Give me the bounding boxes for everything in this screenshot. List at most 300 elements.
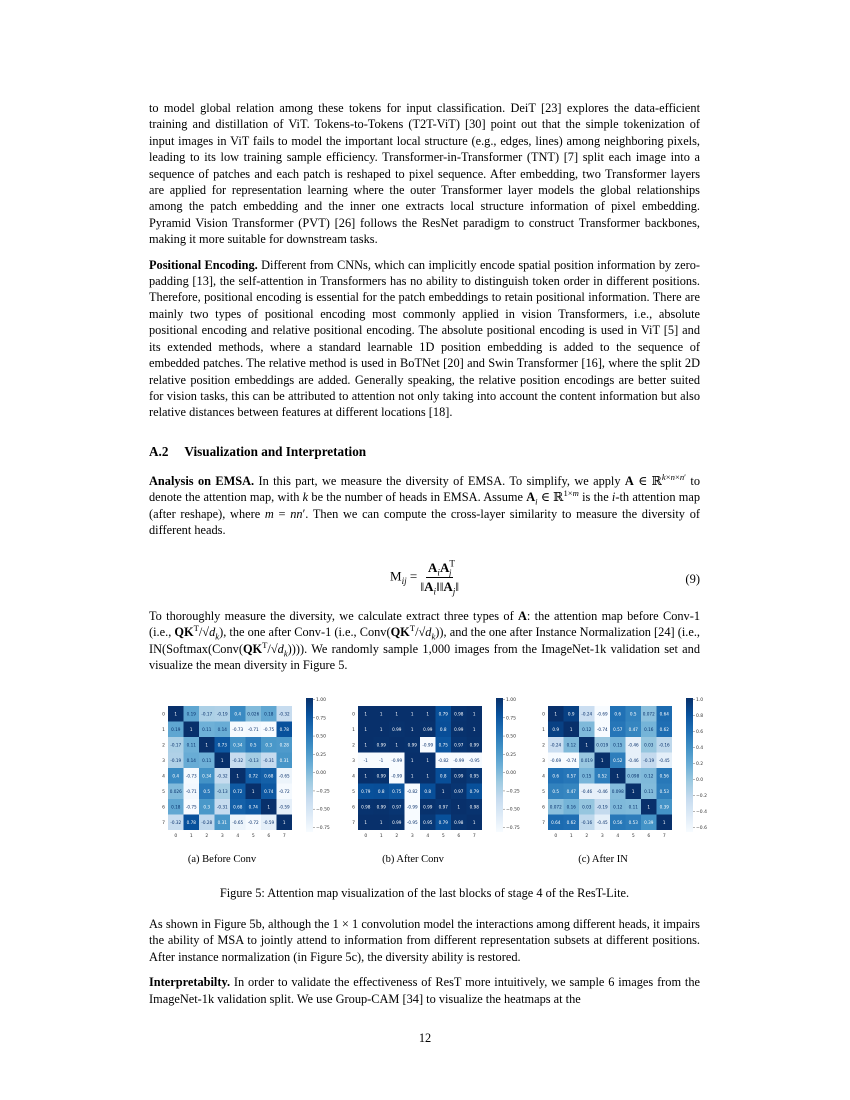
colorbar-label: 0.75 xyxy=(506,716,517,722)
cell-value-label: -1 xyxy=(363,757,368,763)
cell-value-label: 0.16 xyxy=(566,804,576,810)
equation-subscript: ij xyxy=(401,576,407,587)
cell-value-label: -0.99 xyxy=(453,757,465,763)
cell-value-label: 0.15 xyxy=(582,773,592,779)
cell-value-label: 0.99 xyxy=(469,742,479,748)
cell-value-label: 0.53 xyxy=(628,819,638,825)
cell-value-label: -0.46 xyxy=(627,742,639,748)
y-tick-label: 1 xyxy=(162,727,165,733)
text-span: to denote the attention map, with xyxy=(149,474,700,505)
cell-value-label: -0.75 xyxy=(185,804,197,810)
y-tick-label: 0 xyxy=(162,712,165,718)
cell-value-label: 0.74 xyxy=(248,804,258,810)
y-tick-label: 6 xyxy=(162,805,165,811)
cell-value-label: -0.32 xyxy=(216,773,228,779)
paragraph-text: As shown in Figure 5b, although the 1 × 1 convolution model the interactions among different heads, it impairs the ability of MSA to jointly attend to information from different representation subsets at different positions. After instance normalization (in Figure 5c), the diversity ability is restored. xyxy=(149,917,700,964)
cell-value-label: -0.28 xyxy=(201,819,213,825)
cell-value-label: 0.95 xyxy=(423,819,433,825)
colorbar-label: −0.75 xyxy=(506,826,520,831)
cell-value-label: -0.69 xyxy=(550,757,562,763)
cell-value-label: 0.6 xyxy=(552,773,560,779)
paragraph-text: In order to validate the effectiveness of ResT more intuitively, we sample 6 images from the ImageNet-1k validation split. We use Group-CAM [34] to visualize the heatmaps at the xyxy=(149,975,700,1006)
cell-value-label: 1 xyxy=(267,804,271,810)
cell-value-label: 1 xyxy=(189,726,193,732)
colorbar-label: 1.0 xyxy=(696,698,704,703)
cell-value-label: 0.4 xyxy=(234,711,242,717)
x-tick-label: 6 xyxy=(457,834,461,839)
cell-value-label: -0.82 xyxy=(437,757,449,763)
colorbar-label: −0.2 xyxy=(696,794,707,799)
cell-value-label: 0.8 xyxy=(377,788,385,794)
cell-value-label: 0.026 xyxy=(169,788,182,794)
cell-value-label: -0.74 xyxy=(565,757,577,763)
colorbar-label: 0.8 xyxy=(696,714,704,719)
colorbar-label: 0.50 xyxy=(316,734,327,740)
cell-value-label: -0.65 xyxy=(278,773,290,779)
section-title: Visualization and Interpretation xyxy=(184,444,367,459)
cell-value-label: 0.52 xyxy=(597,773,607,779)
x-tick-label: 1 xyxy=(189,834,193,839)
cell-value-label: 1 xyxy=(457,804,461,810)
cell-value-label: 1 xyxy=(251,788,255,794)
cell-value-label: -0.59 xyxy=(263,819,275,825)
cell-value-label: 0.019 xyxy=(596,742,609,748)
cell-value-label: 0.39 xyxy=(644,819,654,825)
x-tick-label: 3 xyxy=(220,834,224,839)
x-tick-label: 0 xyxy=(364,834,368,839)
section-number: A.2 xyxy=(149,444,169,459)
y-tick-label: 7 xyxy=(162,820,165,826)
cell-value-label: -1 xyxy=(379,757,384,763)
heatmap-panel-a xyxy=(140,692,330,852)
cell-value-label: 0.47 xyxy=(628,726,638,732)
cell-value-label: -0.46 xyxy=(581,788,593,794)
cell-value-label: 1 xyxy=(174,711,178,717)
colorbar-label: 0.00 xyxy=(316,771,327,777)
cell-value-label: 1 xyxy=(379,819,383,825)
colorbar-label: 0.00 xyxy=(506,771,517,777)
cell-value-label: 0.68 xyxy=(264,773,274,779)
heatmap-panel-c xyxy=(520,692,710,852)
cell-value-label: 0.78 xyxy=(186,819,196,825)
cell-value-label: -0.45 xyxy=(596,819,608,825)
cell-value-label: -0.71 xyxy=(185,788,197,794)
cell-value-label: 0.3 xyxy=(265,742,273,748)
cell-value-label: 0.12 xyxy=(566,742,576,748)
colorbar-label: −0.50 xyxy=(506,807,520,813)
x-tick-label: 5 xyxy=(441,834,445,839)
cell-value-label: 0.072 xyxy=(549,804,562,810)
figure-5 xyxy=(140,692,707,865)
cell-value-label: 0.99 xyxy=(376,773,386,779)
cell-value-label: 0.99 xyxy=(392,819,402,825)
cell-value-label: 0.11 xyxy=(202,726,212,732)
text-span: . Then we can compute the cross-layer similarity to measure the diversity of different heads. xyxy=(149,506,700,538)
cell-value-label: 1 xyxy=(426,773,430,779)
cell-value-label: -0.74 xyxy=(596,726,608,732)
cell-value-label: 0.8 xyxy=(439,726,447,732)
figure-caption: Figure 5: Attention map visualization of the last blocks of stage 4 of the ResT-Lite. xyxy=(219,886,630,900)
cell-value-label: 1 xyxy=(554,711,558,717)
cell-value-label: 0.5 xyxy=(629,711,637,717)
cell-value-label: 0.68 xyxy=(233,804,243,810)
cell-value-label: 0.11 xyxy=(202,757,212,763)
y-tick-label: 7 xyxy=(352,820,355,826)
text-span: ), and the one after Instance Normalization [24] (i.e., xyxy=(439,625,701,640)
cell-value-label: 1 xyxy=(364,773,368,779)
cell-value-label: 1 xyxy=(441,788,445,794)
colorbar-label: −0.4 xyxy=(696,810,707,815)
cell-value-label: 0.8 xyxy=(424,788,432,794)
x-tick-label: 7 xyxy=(282,834,286,839)
cell-value-label: -0.32 xyxy=(170,819,182,825)
heatmap-b xyxy=(330,692,520,852)
cell-value-label: 0.14 xyxy=(217,726,227,732)
subcaption-b: (b) After Conv xyxy=(382,854,444,865)
colorbar-label: 0.0 xyxy=(696,778,704,783)
cell-value-label: 1 xyxy=(472,726,476,732)
paragraph-text: Different from CNNs, which can implicitly encode spatial position information by zero-padding [13], the self-attention in Transformers has no ability to distinguish token order in different positions. Therefore, positional encoding is essential for the patch embeddings to retain positional information. There are mainly two types of positional encoding most commonly applied in vision Transformers, i.e., absolute positional encoding and relative positional encoding. The absolute positional encoding is used in ViT [5] and its extended methods, where a standard learnable 1D position embedding is added to the sequence of embedded patches. The relative method is used in BoTNet [20] and Swin Transformer [16], where the split 2D relative position embeddings are added. Generally speaking, the relative position encodings are better suited for vision tasks, this can be attributed to attention not only taking into account the content information but also relative distances between features at different locations [18]. xyxy=(149,257,700,420)
cell-value-label: 0.098 xyxy=(627,773,640,779)
cell-value-label: -0.45 xyxy=(658,757,670,763)
cell-value-label: 0.03 xyxy=(582,804,592,810)
cell-value-label: 1 xyxy=(236,773,240,779)
cell-value-label: -0.19 xyxy=(596,804,608,810)
paragraph-lead: Analysis on EMSA. xyxy=(149,474,255,488)
cell-value-label: 1 xyxy=(569,726,573,732)
colorbar-label: 1.00 xyxy=(316,698,327,703)
text-measure xyxy=(149,608,700,683)
cell-value-label: -0.16 xyxy=(658,742,670,748)
cell-value-label: 0.18 xyxy=(264,711,274,717)
cell-value-label: 0.98 xyxy=(469,804,479,810)
x-tick-label: 2 xyxy=(395,834,399,839)
cell-value-label: -0.95 xyxy=(406,819,418,825)
cell-value-label: 0.31 xyxy=(279,757,289,763)
x-tick-label: 3 xyxy=(600,834,604,839)
cell-value-label: 1 xyxy=(585,742,589,748)
text-top xyxy=(149,100,700,430)
cell-value-label: 0.3 xyxy=(203,804,211,810)
x-tick-label: 4 xyxy=(426,834,430,839)
cell-value-label: 0.99 xyxy=(376,742,386,748)
cell-value-label: 1 xyxy=(282,819,286,825)
cell-value-label: 0.74 xyxy=(264,788,274,794)
cell-value-label: -0.73 xyxy=(185,773,197,779)
cell-value-label: 1 xyxy=(379,726,383,732)
text-span: -th attention map (after reshape), where xyxy=(149,490,700,521)
heatmap-c xyxy=(520,692,710,852)
cell-value-label: 0.18 xyxy=(171,804,181,810)
cell-value-label: 0.56 xyxy=(659,773,669,779)
y-tick-label: 5 xyxy=(542,789,545,795)
cell-value-label: -0.32 xyxy=(232,757,244,763)
cell-value-label: 0.16 xyxy=(644,726,654,732)
text-span: To thoroughly measure the diversity, we calculate extract three types of xyxy=(149,609,518,623)
paragraph-lead: Interpretabilty. xyxy=(149,975,231,990)
cell-value-label: 0.11 xyxy=(644,788,654,794)
y-tick-label: 7 xyxy=(542,820,545,826)
text-span: : the attention map before Conv-1 (i.e., xyxy=(149,609,700,640)
cell-value-label: -0.19 xyxy=(643,757,655,763)
cell-value-label: 1 xyxy=(364,819,368,825)
subcaption-c: (c) After IN xyxy=(578,854,628,865)
colorbar-label: −0.25 xyxy=(316,789,330,795)
cell-value-label: 0.72 xyxy=(233,788,243,794)
colorbar-label: −0.6 xyxy=(696,826,707,831)
colorbar xyxy=(496,698,503,832)
cell-value-label: 1 xyxy=(220,757,224,763)
cell-value-label: 0.62 xyxy=(659,726,669,732)
cell-value-label: -0.24 xyxy=(550,742,562,748)
cell-value-label: 0.99 xyxy=(454,773,464,779)
text-span: ). We randomly sample 1,000 images from the ImageNet-1k validation set and visualize the mean diversity in Figure 5. xyxy=(149,641,700,673)
heatmap-panel-b xyxy=(330,692,520,852)
cell-value-label: -0.69 xyxy=(596,711,608,717)
cell-value-label: -0.99 xyxy=(391,773,403,779)
colorbar-label: 0.4 xyxy=(696,746,704,751)
cell-value-label: 0.31 xyxy=(217,819,227,825)
cell-value-label: 0.5 xyxy=(203,788,211,794)
cell-value-label: 0.19 xyxy=(171,726,181,732)
equation-body: $M_{ij}$ = $\frac{A_iA^T_j}{‖A_i‖‖A_j‖}$ xyxy=(390,558,459,597)
cell-value-label: 0.026 xyxy=(247,711,260,717)
cell-value-label: 0.5 xyxy=(249,742,257,748)
cell-value-label: -0.31 xyxy=(216,804,228,810)
cell-value-label: 0.019 xyxy=(580,757,593,763)
x-tick-label: 4 xyxy=(236,834,240,839)
colorbar-label: 1.00 xyxy=(506,698,517,703)
cell-value-label: 1 xyxy=(426,711,430,717)
x-tick-label: 5 xyxy=(251,834,255,839)
cell-value-label: -0.99 xyxy=(422,742,434,748)
colorbar xyxy=(306,698,313,832)
cell-value-label: -0.16 xyxy=(581,819,593,825)
y-tick-label: 3 xyxy=(162,758,165,764)
cell-value-label: 0.99 xyxy=(423,726,433,732)
y-tick-label: 6 xyxy=(352,805,355,811)
cell-value-label: -0.46 xyxy=(627,757,639,763)
x-tick-label: 5 xyxy=(631,834,635,839)
cell-value-label: 1 xyxy=(631,788,635,794)
colorbar-label: 0.50 xyxy=(506,734,517,740)
cell-value-label: -0.46 xyxy=(596,788,608,794)
cell-value-label: -0.99 xyxy=(406,804,418,810)
cell-value-label: 0.12 xyxy=(613,804,623,810)
cell-value-label: 1 xyxy=(410,757,414,763)
cell-value-label: 0.79 xyxy=(361,788,371,794)
cell-value-label: 0.97 xyxy=(454,788,464,794)
colorbar-label: 0.75 xyxy=(316,716,327,722)
cell-value-label: 0.098 xyxy=(611,788,624,794)
cell-value-label: 0.14 xyxy=(186,757,196,763)
equation-number: (9) xyxy=(685,572,700,586)
text-span: is the xyxy=(578,490,612,505)
cell-value-label: 1 xyxy=(364,742,368,748)
x-tick-label: 2 xyxy=(585,834,589,839)
cell-value-label: 0.12 xyxy=(582,726,592,732)
y-tick-label: 4 xyxy=(352,774,355,780)
paragraph-positional-encoding xyxy=(149,257,700,421)
cell-value-label: 0.56 xyxy=(613,819,623,825)
y-tick-label: 4 xyxy=(542,774,545,780)
cell-value-label: 0.9 xyxy=(552,726,560,732)
text-bottom xyxy=(149,916,700,1016)
cell-value-label: 1 xyxy=(426,757,430,763)
cell-value-label: 1 xyxy=(395,742,399,748)
cell-value-label: 1 xyxy=(616,773,620,779)
cell-value-label: -0.73 xyxy=(232,726,244,732)
page-number: 12 xyxy=(418,1031,432,1045)
x-tick-label: 6 xyxy=(267,834,271,839)
x-tick-label: 0 xyxy=(174,834,178,839)
cell-value-label: 0.34 xyxy=(202,773,212,779)
y-tick-label: 1 xyxy=(352,727,355,733)
y-tick-label: 3 xyxy=(352,758,355,764)
colorbar-label: 0.2 xyxy=(696,762,704,767)
cell-value-label: 0.79 xyxy=(438,819,448,825)
y-tick-label: 3 xyxy=(542,758,545,764)
colorbar-label: 0.25 xyxy=(316,752,327,758)
cell-value-label: 0.98 xyxy=(454,819,464,825)
cell-value-label: 1 xyxy=(364,711,368,717)
cell-value-label: 0.57 xyxy=(566,773,576,779)
paragraph-analysis: Analysis on EMSA. In this part, we measure the diversity of EMSA. To simplify, we apply A ∈ ℝ$^{k\times n\times n'}$ to denote the attention map, with k be the number of heads in EMSA. Assume $A_i$ ∈ ℝ$^{1\times m}$ is the i-th attention map (after reshape), where m = nn′. Then we can compute the cross-layer similarity to measure the diversity of different heads. xyxy=(149,471,700,538)
y-tick-label: 2 xyxy=(352,743,355,749)
colorbar-label: −0.75 xyxy=(316,826,330,831)
equation-lhs: M xyxy=(390,568,402,584)
paragraph-measure: To thoroughly measure the diversity, we calculate extract three types of A: the attention map before Conv-1 (i.e., $QK^T/√d_k$), the one after Conv-1 (i.e., $Conv(QK^T/√d_k)$), and the one after Instance Normalization [24] (i.e., $IN(Softmax(Conv(QK^T/√d_k)))$). We randomly sample 1,000 images from the ImageNet-1k validation set and visualize the mean diversity in Figure 5. xyxy=(149,609,701,673)
text-span: ), the one after Conv-1 (i.e., xyxy=(219,625,360,640)
text-analysis xyxy=(149,473,700,548)
cell-value-label: 0.64 xyxy=(551,819,561,825)
colorbar xyxy=(686,698,693,832)
cell-value-label: 0.15 xyxy=(613,742,623,748)
cell-value-label: -0.72 xyxy=(247,819,259,825)
cell-value-label: 0.62 xyxy=(566,819,576,825)
paragraph-result xyxy=(149,916,700,965)
cell-value-label: 1 xyxy=(472,819,476,825)
cell-value-label: 0.34 xyxy=(233,742,243,748)
y-tick-label: 4 xyxy=(162,774,165,780)
equation-9 xyxy=(149,560,700,604)
cell-value-label: 1 xyxy=(410,711,414,717)
cell-value-label: 0.98 xyxy=(361,804,371,810)
cell-value-label: 1 xyxy=(472,711,476,717)
cell-value-label: 0.72 xyxy=(248,773,258,779)
cell-value-label: 0.99 xyxy=(454,726,464,732)
cell-value-label: 0.99 xyxy=(407,742,417,748)
cell-value-label: -0.59 xyxy=(278,804,290,810)
x-tick-label: 7 xyxy=(472,834,476,839)
colorbar-label: 0.6 xyxy=(696,730,704,735)
cell-value-label: 0.28 xyxy=(279,742,289,748)
y-tick-label: 5 xyxy=(162,789,165,795)
cell-value-label: -0.75 xyxy=(263,726,275,732)
cell-value-label: 0.95 xyxy=(469,773,479,779)
cell-value-label: 0.39 xyxy=(659,804,669,810)
y-tick-label: 6 xyxy=(542,805,545,811)
cell-value-label: 0.64 xyxy=(659,711,669,717)
cell-value-label: 0.5 xyxy=(552,788,560,794)
colorbar-label: −0.50 xyxy=(316,807,330,813)
cell-value-label: 0.73 xyxy=(217,742,227,748)
cell-value-label: 1 xyxy=(600,757,604,763)
cell-value-label: 0.52 xyxy=(613,757,623,763)
cell-value-label: 0.53 xyxy=(659,788,669,794)
cell-value-label: 0.57 xyxy=(613,726,623,732)
cell-value-label: 0.98 xyxy=(454,711,464,717)
cell-value-label: 0.75 xyxy=(438,742,448,748)
cell-value-label: -0.95 xyxy=(468,757,480,763)
y-tick-label: 5 xyxy=(352,789,355,795)
heatmap-a xyxy=(140,692,330,852)
cell-value-label: -0.24 xyxy=(581,711,593,717)
cell-value-label: -0.65 xyxy=(232,819,244,825)
x-tick-label: 4 xyxy=(616,834,620,839)
x-tick-label: 1 xyxy=(569,834,573,839)
cell-value-label: 0.75 xyxy=(392,788,402,794)
cell-value-label: -0.71 xyxy=(247,726,259,732)
cell-value-label: 0.072 xyxy=(642,711,655,717)
cell-value-label: -0.17 xyxy=(170,742,182,748)
cell-value-label: 0.11 xyxy=(628,804,638,810)
cell-value-label: 0.11 xyxy=(186,742,196,748)
cell-value-label: 0.9 xyxy=(567,711,575,717)
cell-value-label: 0.03 xyxy=(644,742,654,748)
cell-value-label: -0.13 xyxy=(216,788,228,794)
cell-value-label: 0.6 xyxy=(614,711,622,717)
y-tick-label: 2 xyxy=(162,743,165,749)
equation-fraction: $\frac{A_iA^T_j}{‖A_i‖‖A_j‖}$ xyxy=(420,558,459,597)
x-tick-label: 0 xyxy=(554,834,558,839)
cell-value-label: 1 xyxy=(410,773,414,779)
paragraph-intro xyxy=(149,100,700,248)
colorbar-label: −0.25 xyxy=(506,789,520,795)
text-span: In this part, we measure the diversity of EMSA. To simplify, we apply xyxy=(254,474,625,488)
cell-value-label: 0.79 xyxy=(438,711,448,717)
cell-value-label: 0.4 xyxy=(172,773,180,779)
x-tick-label: 7 xyxy=(662,834,666,839)
cell-value-label: 0.97 xyxy=(392,804,402,810)
cell-value-label: 1 xyxy=(395,711,399,717)
paragraph-interpretability xyxy=(149,974,700,1007)
cell-value-label: -0.31 xyxy=(263,757,275,763)
cell-value-label: 0.99 xyxy=(376,804,386,810)
cell-value-label: 0.99 xyxy=(392,726,402,732)
x-tick-label: 6 xyxy=(647,834,651,839)
y-tick-label: 2 xyxy=(542,743,545,749)
cell-value-label: 1 xyxy=(410,726,414,732)
cell-value-label: 0.19 xyxy=(186,711,196,717)
paragraph-intro-text: to model global relation among these tokens for input classification. DeiT [23] explores the data-efficient training and distillation of ViT. Tokens-to-Tokens (T2T-ViT) [30] point out that the simple tokenization of input images in ViT fails to model the important local structure (e.g., edges, lines) among neighboring pixels, leading to its low training sample efficiency. Transformer-in-Transformer (TNT) [7] split each image into a sequence of patches and each patch is reshaped to pixel sequence. After embedding, two Transformer layers are applied for representation learning where the outer Transformer layer models the global relationships among the patch embedding and the inner one extracts local structure information of pixel embedding. Pyramid Vision Transformer (PVT) [26] follows the ResNet paradigm to construct Transformer backbones, making it more suitable for downstream tasks. xyxy=(149,101,700,247)
cell-value-label: 1 xyxy=(205,742,209,748)
paragraph-lead: Positional Encoding. xyxy=(149,257,258,272)
y-tick-label: 1 xyxy=(542,727,545,733)
cell-value-label: 0.47 xyxy=(566,788,576,794)
subcaption-a: (a) Before Conv xyxy=(187,854,257,865)
cell-value-label: 1 xyxy=(662,819,666,825)
cell-value-label: -0.19 xyxy=(216,711,228,717)
colorbar-label: 0.25 xyxy=(506,752,517,758)
cell-value-label: 1 xyxy=(379,711,383,717)
cell-value-label: -0.19 xyxy=(170,757,182,763)
cell-value-label: 0.12 xyxy=(644,773,654,779)
x-tick-label: 2 xyxy=(205,834,209,839)
cell-value-label: 0.8 xyxy=(439,773,447,779)
cell-value-label: 0.97 xyxy=(438,804,448,810)
cell-value-label: 0.99 xyxy=(423,804,433,810)
